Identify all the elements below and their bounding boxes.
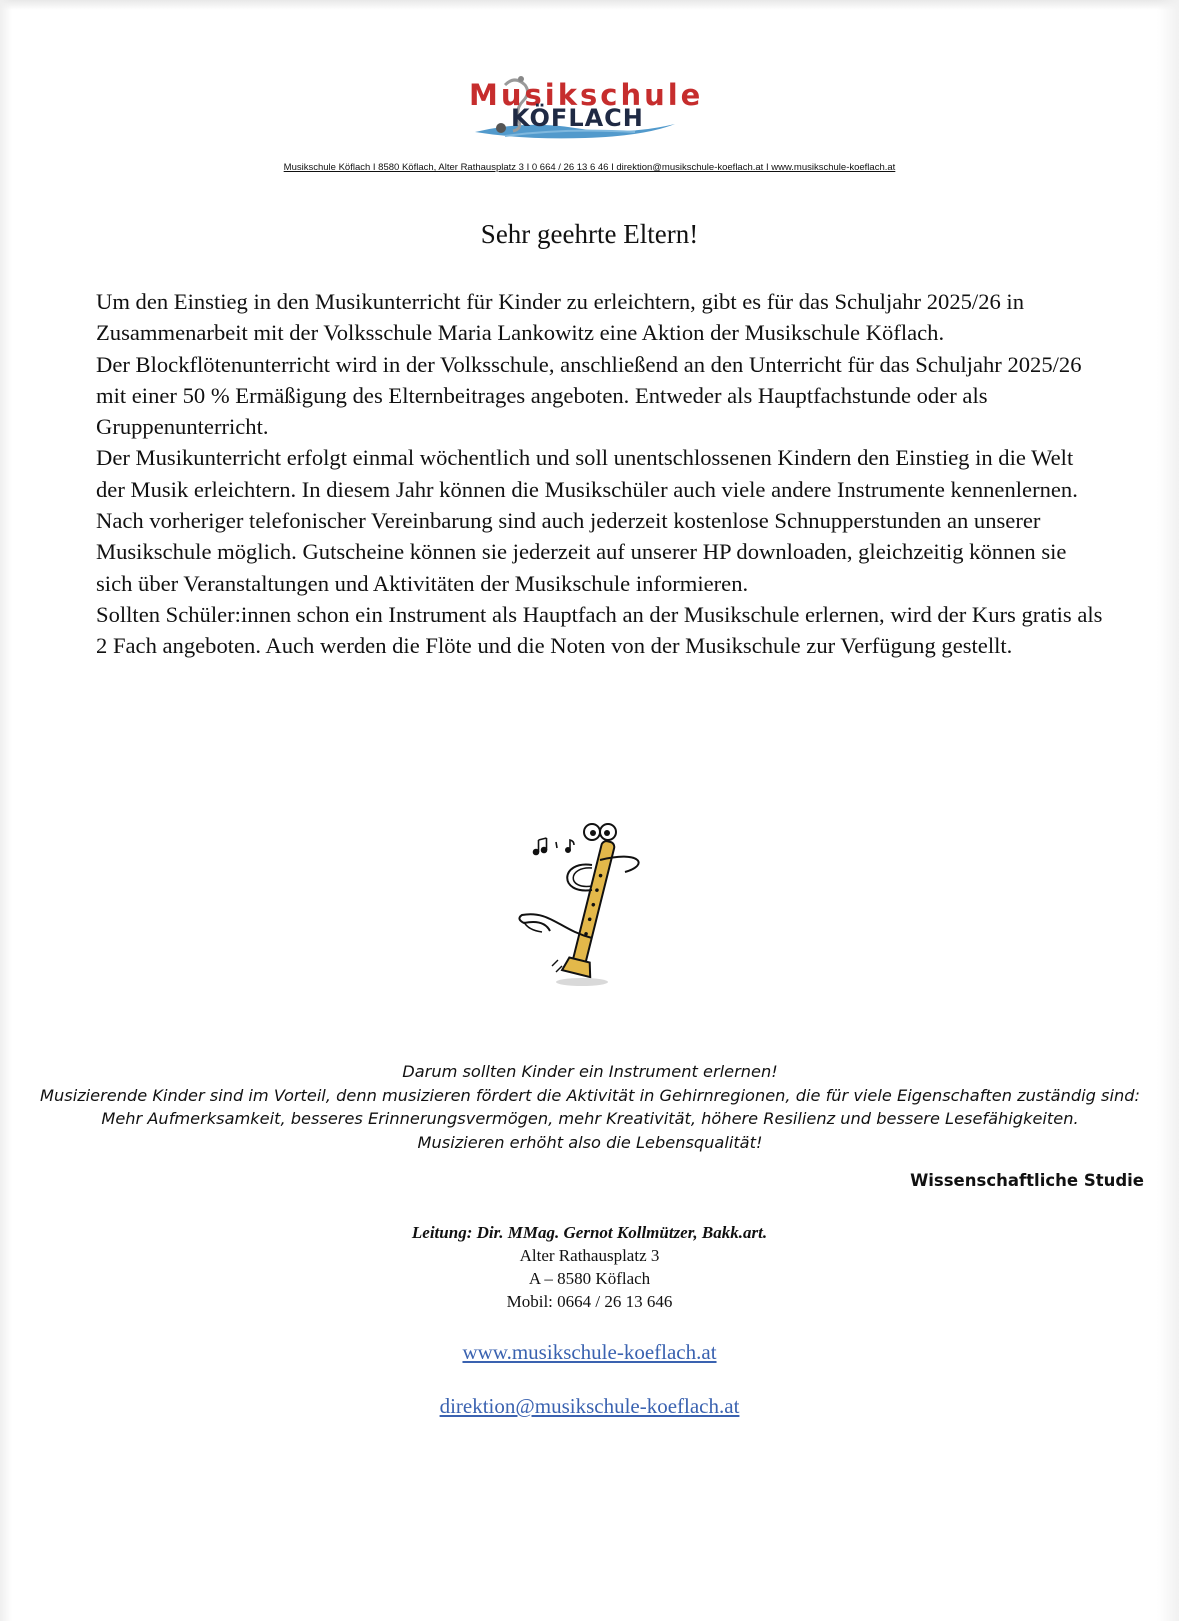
quote-line: Musizieren erhöht also die Lebensqualität! xyxy=(417,1132,763,1152)
letter-greeting: Sehr geehrte Eltern! xyxy=(480,219,699,249)
letter-body xyxy=(96,286,1106,662)
quote-source: Wissenschaftliche Studie xyxy=(910,1171,1144,1190)
header-contact-line: Musikschule Köflach I 8580 Köflach, Alter Rathausplatz 3 I 0 664 / 26 13 6 46 I direktion@musikschule-koeflach.at I www.musikschule-koeflach.at xyxy=(283,162,896,173)
email-link[interactable]: direktion@musikschule-koeflach.at xyxy=(439,1394,740,1418)
logo-subtitle: KÖFLACH xyxy=(511,104,644,132)
school-logo xyxy=(465,70,725,145)
dancing-recorder-icon xyxy=(500,820,660,1005)
signature-block xyxy=(0,1221,1179,1313)
letter-paragraph: Sollten Schüler:innen schon ein Instrument als Hauptfach an der Musikschule erlernen, wird der Kurs gratis als 2 Fach angeboten. Auch werden die Flöte und die Noten von der Musikschule zur Verfügung gestellt. xyxy=(96,601,1103,659)
scan-edge-top xyxy=(0,0,1179,10)
letter-paragraph: Um den Einstieg in den Musikunterricht für Kinder zu erleichtern, gibt es für das Schuljahr 2025/26 in Zusammenarbeit mit der Volksschule Maria Lankowitz eine Aktion der Musikschule Köflach. xyxy=(96,289,1025,346)
quote-line: Musizierende Kinder sind im Vorteil, denn musizieren fördert die Aktivität in Gehirnregionen, die für viele Eigenschaften zuständig sind: xyxy=(40,1085,1140,1105)
logo-title: Musikschule xyxy=(469,78,704,112)
quote-block xyxy=(40,1060,1140,1154)
signature-street: Alter Rathausplatz 3 xyxy=(519,1246,660,1265)
signature-lead: Leitung: Dir. MMag. Gernot Kollmützer, Bakk.art. xyxy=(411,1223,768,1242)
signature-city: A – 8580 Köflach xyxy=(528,1269,651,1288)
quote-line: Darum sollten Kinder ein Instrument erlernen! xyxy=(402,1062,778,1081)
letter-paragraph: Der Musikunterricht erfolgt einmal wöchentlich und soll unentschlossenen Kindern den Einstieg in die Welt der Musik erleichtern. In diesem Jahr können die Musikschüler auch viele andere Instrumente kennenlernen. xyxy=(96,445,1078,502)
signature-phone: Mobil: 0664 / 26 13 646 xyxy=(506,1292,673,1311)
letter-paragraph: Der Blockflötenunterricht wird in der Volksschule, anschließend an den Unterricht für das Schuljahr 2025/26 mit einer 50 % Ermäßigung des Elternbeitrages angeboten. Entweder als Hauptfachstunde oder als Gruppenunterricht. xyxy=(96,351,1082,440)
website-link[interactable]: www.musikschule-koeflach.at xyxy=(462,1340,717,1364)
letter-paragraph: Nach vorheriger telefonischer Vereinbarung sind auch jederzeit kostenlose Schnupperstunden an unserer Musikschule möglich. Gutscheine können sie jederzeit auf unserer HP downloaden, gleichzeitig können sie sich über Veranstaltungen und Aktivitäten der Musikschule informieren. xyxy=(96,508,1067,596)
quote-line: Mehr Aufmerksamkeit, besseres Erinnerungsvermögen, mehr Kreativität, höhere Resilienz und bessere Lesefähigkeiten. xyxy=(101,1109,1079,1128)
